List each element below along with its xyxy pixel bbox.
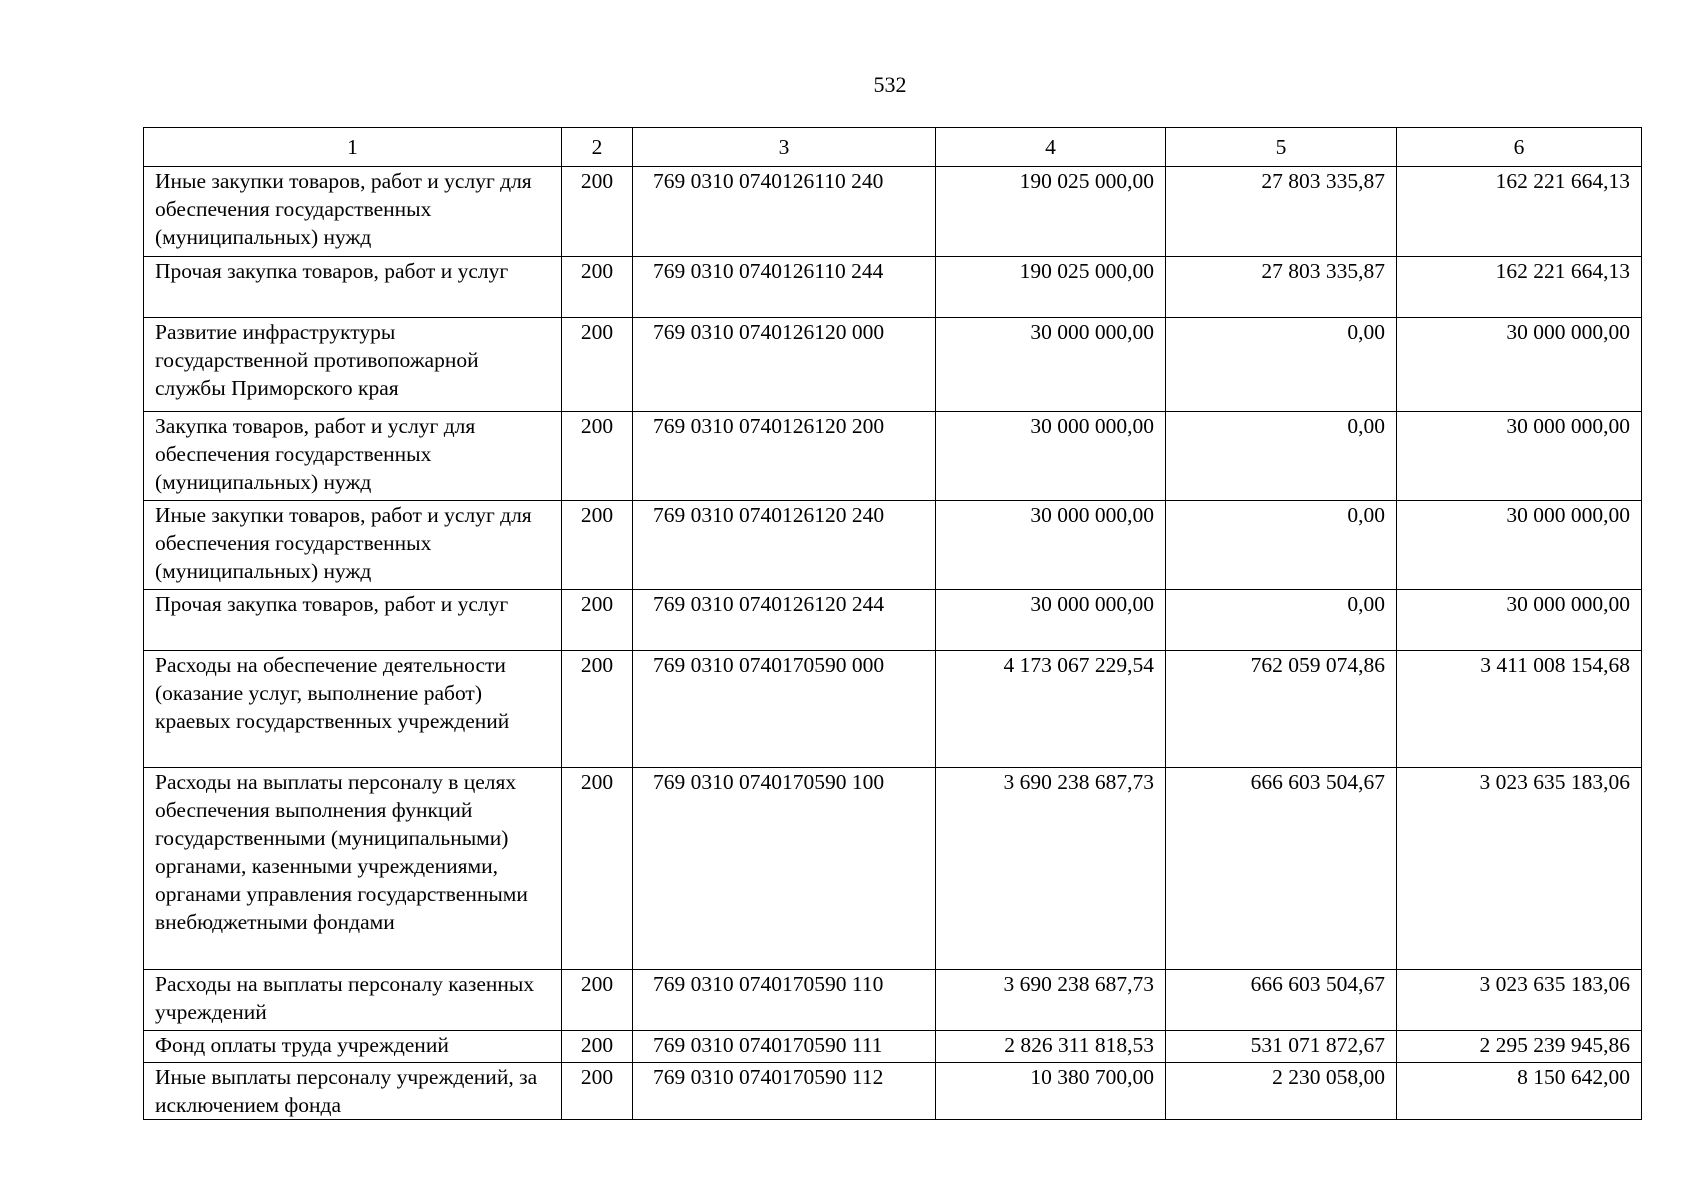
column-header-6: 6 — [1397, 128, 1642, 167]
row-col2-cell: 200 — [562, 1063, 633, 1120]
row-value5-cell: 0,00 — [1166, 590, 1397, 651]
table-row — [144, 590, 1642, 651]
row-name-cell: Расходы на обеспечение деятельности (оказание услуг, выполнение работ) краевых государственных учреждений — [144, 651, 562, 768]
row-code-cell: 769 0310 0740126120 000 — [633, 318, 936, 412]
table-row — [144, 1063, 1642, 1120]
row-value4-cell: 30 000 000,00 — [936, 501, 1166, 590]
row-value6-cell: 3 023 635 183,06 — [1397, 768, 1642, 970]
row-value6-cell: 162 221 664,13 — [1397, 167, 1642, 257]
row-value4-cell: 4 173 067 229,54 — [936, 651, 1166, 768]
table-row — [144, 167, 1642, 257]
table-row — [144, 970, 1642, 1031]
row-code-cell: 769 0310 0740126110 240 — [633, 167, 936, 257]
row-value5-cell: 531 071 872,67 — [1166, 1031, 1397, 1063]
row-code-cell: 769 0310 0740126120 240 — [633, 501, 936, 590]
column-header-5: 5 — [1166, 128, 1397, 167]
row-name-cell: Иные закупки товаров, работ и услуг для обеспечения государственных (муниципальных) нужд — [144, 501, 562, 590]
row-col2-cell: 200 — [562, 257, 633, 318]
budget-table — [143, 127, 1642, 1120]
row-col2-cell: 200 — [562, 412, 633, 501]
row-value6-cell: 30 000 000,00 — [1397, 318, 1642, 412]
table-row — [144, 318, 1642, 412]
row-col2-cell: 200 — [562, 768, 633, 970]
row-value4-cell: 3 690 238 687,73 — [936, 768, 1166, 970]
row-value6-cell: 3 023 635 183,06 — [1397, 970, 1642, 1031]
row-value4-cell: 30 000 000,00 — [936, 590, 1166, 651]
row-code-cell: 769 0310 0740170590 100 — [633, 768, 936, 970]
column-header-4: 4 — [936, 128, 1166, 167]
row-value5-cell: 27 803 335,87 — [1166, 257, 1397, 318]
row-value5-cell: 666 603 504,67 — [1166, 768, 1397, 970]
page-number: 532 — [873, 72, 907, 97]
row-value4-cell: 10 380 700,00 — [936, 1063, 1166, 1120]
column-header-1: 1 — [144, 128, 562, 167]
table-row — [144, 257, 1642, 318]
row-value4-cell: 190 025 000,00 — [936, 167, 1166, 257]
row-value5-cell: 0,00 — [1166, 501, 1397, 590]
row-name-cell: Расходы на выплаты персоналу казенных учреждений — [144, 970, 562, 1031]
row-value5-cell: 0,00 — [1166, 318, 1397, 412]
row-name-cell: Фонд оплаты труда учреждений — [144, 1031, 562, 1063]
row-value4-cell: 30 000 000,00 — [936, 318, 1166, 412]
row-value6-cell: 8 150 642,00 — [1397, 1063, 1642, 1120]
row-code-cell: 769 0310 0740170590 110 — [633, 970, 936, 1031]
row-value6-cell: 3 411 008 154,68 — [1397, 651, 1642, 768]
column-header-2: 2 — [562, 128, 633, 167]
table-row — [144, 412, 1642, 501]
row-col2-cell: 200 — [562, 590, 633, 651]
row-name-cell: Развитие инфраструктуры государственной противопожарной службы Приморского края — [144, 318, 562, 412]
row-code-cell: 769 0310 0740170590 000 — [633, 651, 936, 768]
row-name-cell: Иные выплаты персоналу учреждений, за исключением фонда — [144, 1063, 562, 1120]
header-row — [144, 128, 1642, 167]
row-value5-cell: 2 230 058,00 — [1166, 1063, 1397, 1120]
table-row — [144, 768, 1642, 970]
column-header-3: 3 — [633, 128, 936, 167]
row-code-cell: 769 0310 0740126110 244 — [633, 257, 936, 318]
row-value6-cell: 162 221 664,13 — [1397, 257, 1642, 318]
row-col2-cell: 200 — [562, 970, 633, 1031]
row-value6-cell: 30 000 000,00 — [1397, 412, 1642, 501]
row-name-cell: Закупка товаров, работ и услуг для обеспечения государственных (муниципальных) нужд — [144, 412, 562, 501]
row-col2-cell: 200 — [562, 501, 633, 590]
row-code-cell: 769 0310 0740126120 200 — [633, 412, 936, 501]
row-name-cell: Иные закупки товаров, работ и услуг для обеспечения государственных (муниципальных) нужд — [144, 167, 562, 257]
row-value4-cell: 3 690 238 687,73 — [936, 970, 1166, 1031]
row-name-cell: Прочая закупка товаров, работ и услуг — [144, 257, 562, 318]
row-col2-cell: 200 — [562, 318, 633, 412]
row-value4-cell: 30 000 000,00 — [936, 412, 1166, 501]
row-value5-cell: 666 603 504,67 — [1166, 970, 1397, 1031]
table-row — [144, 501, 1642, 590]
table-row — [144, 651, 1642, 768]
row-value4-cell: 2 826 311 818,53 — [936, 1031, 1166, 1063]
row-value5-cell: 27 803 335,87 — [1166, 167, 1397, 257]
row-code-cell: 769 0310 0740170590 111 — [633, 1031, 936, 1063]
row-code-cell: 769 0310 0740170590 112 — [633, 1063, 936, 1120]
row-value6-cell: 2 295 239 945,86 — [1397, 1031, 1642, 1063]
row-name-cell: Расходы на выплаты персоналу в целях обеспечения выполнения функций государственными (муниципальными) органами, казенными учреждениями, органами управления государственными внебюджетными фондами — [144, 768, 562, 970]
row-value4-cell: 190 025 000,00 — [936, 257, 1166, 318]
row-name-cell: Прочая закупка товаров, работ и услуг — [144, 590, 562, 651]
row-col2-cell: 200 — [562, 651, 633, 768]
row-col2-cell: 200 — [562, 1031, 633, 1063]
row-code-cell: 769 0310 0740126120 244 — [633, 590, 936, 651]
row-value5-cell: 0,00 — [1166, 412, 1397, 501]
table-row — [144, 1031, 1642, 1063]
row-value6-cell: 30 000 000,00 — [1397, 590, 1642, 651]
row-value6-cell: 30 000 000,00 — [1397, 501, 1642, 590]
row-col2-cell: 200 — [562, 167, 633, 257]
row-value5-cell: 762 059 074,86 — [1166, 651, 1397, 768]
